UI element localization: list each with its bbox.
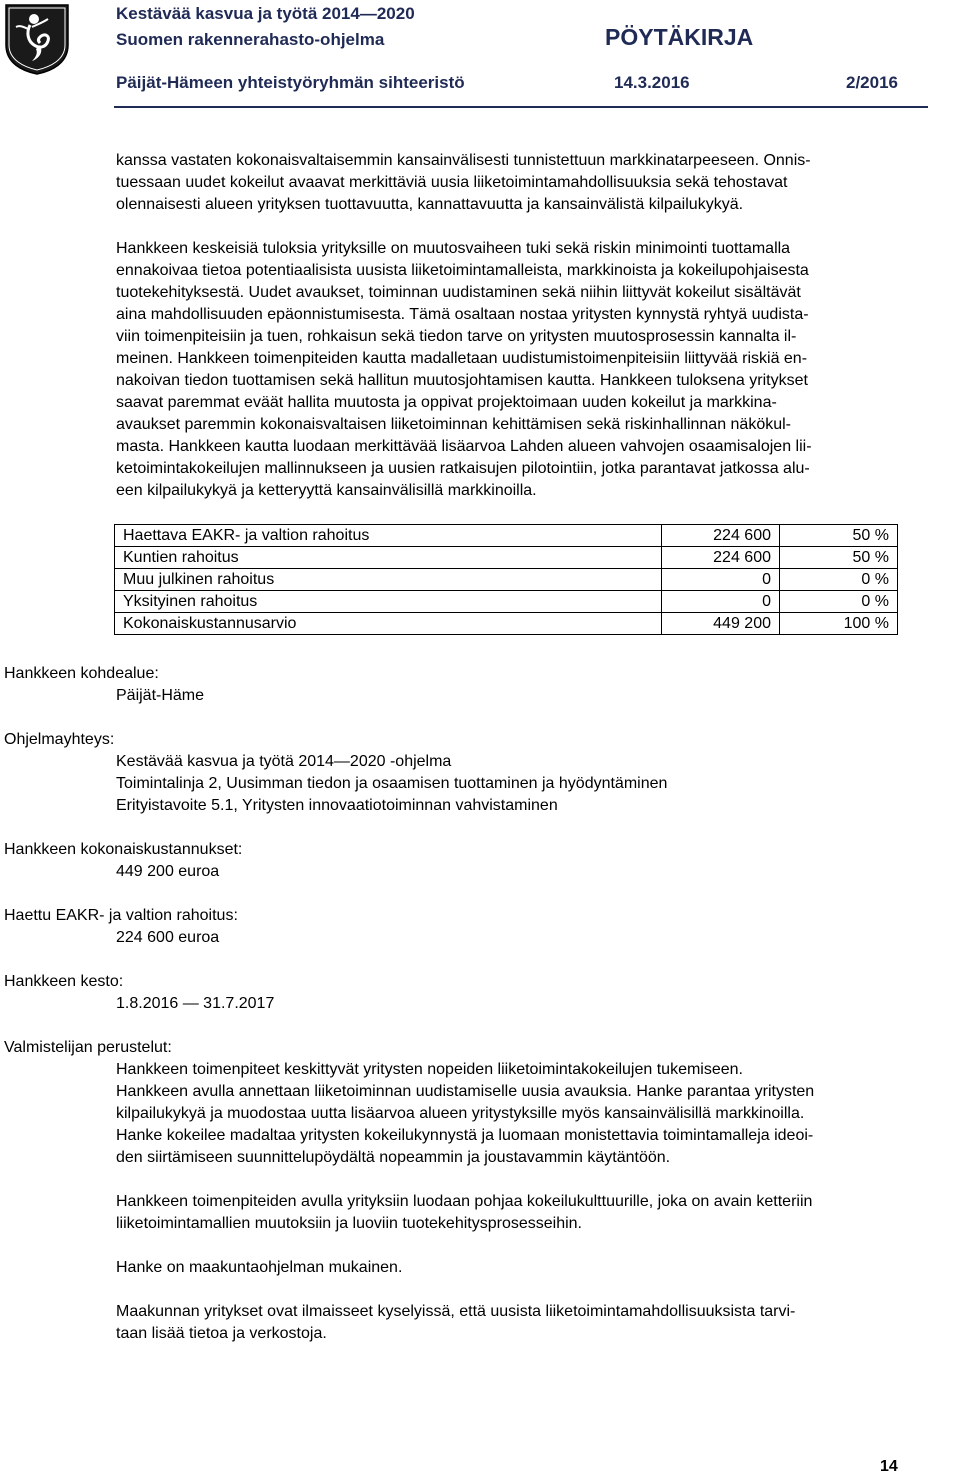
header-divider <box>114 106 928 108</box>
program-line: Erityistavoite 5.1, Yritysten innovaatiotoiminnan vahvistaminen <box>116 797 558 814</box>
duration-label: Hankkeen kesto: <box>4 973 124 990</box>
program-subtitle: Suomen rakennerahasto-ohjelma <box>116 30 385 49</box>
organization-name: Päijät-Hämeen yhteistyöryhmän sihteeristö <box>116 73 465 92</box>
program-line: Kestävää kasvua ja työtä 2014—2020 -ohjelma <box>116 753 452 770</box>
rationale-paragraph-4: Maakunnan yritykset ovat ilmaisseet kyselyissä, että uusista liiketoimintamahdollisuuksista tarvi- taan lisää tietoa ja verkostoja. <box>116 1303 796 1342</box>
table-row <box>115 613 898 635</box>
target-area-label: Hankkeen kohdealue: <box>4 665 159 682</box>
funding-label: Haettava EAKR- ja valtion rahoitus <box>115 525 662 547</box>
funding-table <box>114 524 898 635</box>
total-cost-value: 449 200 euroa <box>116 863 220 880</box>
rationale-label: Valmistelijan perustelut: <box>4 1039 172 1056</box>
funding-percent: 0 % <box>780 591 898 613</box>
document-number: 2/2016 <box>846 73 898 92</box>
funding-percent: 50 % <box>780 547 898 569</box>
funding-label: Kuntien rahoitus <box>115 547 662 569</box>
rationale-paragraph-3: Hanke on maakuntaohjelman mukainen. <box>116 1259 403 1276</box>
applied-funding-label: Haettu EAKR- ja valtion rahoitus: <box>4 907 238 924</box>
rationale-paragraph-1: Hankkeen toimenpiteet keskittyvät yritysten nopeiden liiketoimintakokeilujen tukemiseen. Hankkeen avulla annettaan liiketoiminnan uudistamiselle uusia avauksia. Hanke parantaa yritysten kilpailukykyä ja muodostaa uutta lisäarvoa alueen yritystyksille myös kansainvälisillä markkinoilla. Hanke kokeilee madaltaa yritysten kokeilukynnystä ja luomaan monistettavia toimintamalleja ideoi- den siirtämiseen suunnittelupöydältä nopeammin ja joustavammin käytäntöön. <box>116 1061 815 1166</box>
funding-amount: 449 200 <box>662 613 780 635</box>
document-date: 14.3.2016 <box>614 73 690 92</box>
program-name: Kestävää kasvua ja työtä 2014—2020 <box>116 4 415 23</box>
body-paragraph-1: kanssa vastaten kokonaisvaltaisemmin kansainvälisesti tunnistettuun markkinatarpeeseen. Onnis- tuessaan uudet kokeilut avaavat merkittäviä uusia liiketoimintamahdollisuuksia sekä tehostavat olennaisesti alueen yrityksen tuottavuutta, kannattavuutta ja kansainvälistä kilpailukykyä. <box>116 152 811 213</box>
funding-amount: 0 <box>662 591 780 613</box>
body-paragraph-2: Hankkeen keskeisiä tuloksia yrityksille on muutosvaiheen tuki sekä riskin minimointi tuottamalla ennakoivaa tietoa potentiaalisista uusista liiketoimintamalleista, markkinoista ja kokeilupohjaisesta tuotekehityksestä. Uudet avaukset, toiminnan uudistaminen sekä niihin liittyvät kokeilut sisältävät aina mahdollisuuden epäonnistumisesta. Tämä osaltaan nostaa yritysten kynnystä ryhtyä uudista- viin toimenpiteisiin ja tuen, rohkaisun sekä tiedon tarve on yritysten muutosprosessin kannalta il- meinen. Hankkeen toimenpiteiden kautta madalletaan uudistumistoimenpiteisiin liittyvää riskiä en- nakoivan tiedon tuottamisen sekä hallitun muutosjohtamisen kautta. Hankkeen tuloksena yritykset saavat paremmat eväät hallita muutosta ja oppivat projektoimaan uuden kokeilut ja markkina- avaukset paremmin kokonaisvaltaisen liiketoiminnan kehittämisen sekä riskinhallinnan näkökul- masta. Hankkeen kautta luodaan merkittävää lisäarvoa Lahden alueen vahvojen osaamisalojen lii- ketoimintakokeilujen mallinnukseen ja uusien ratkaisujen pilotointiin, jotka parantavat jatkossa alu- een kilpailukykyä ja ketteryyttä kansainvälisillä markkinoilla. <box>116 240 812 499</box>
target-area-value: Päijät-Häme <box>116 687 205 704</box>
table-row <box>115 591 898 613</box>
duration-value: 1.8.2016 — 31.7.2017 <box>116 995 275 1012</box>
coat-of-arms-logo <box>4 3 70 75</box>
table-row <box>115 547 898 569</box>
funding-label: Muu julkinen rahoitus <box>115 569 662 591</box>
rationale-paragraph-2: Hankkeen toimenpiteiden avulla yrityksiin luodaan pohjaa kokeilukulttuurille, joka on avain ketteriin liiketoimintamallien muutoksiin ja luoviin tuotekehitysprosesseihin. <box>116 1193 813 1232</box>
funding-percent: 0 % <box>780 569 898 591</box>
funding-amount: 224 600 <box>662 525 780 547</box>
document-type: PÖYTÄKIRJA <box>605 24 754 50</box>
page-number: 14 <box>880 1458 898 1475</box>
document-header <box>0 0 960 110</box>
total-cost-label: Hankkeen kokonaiskustannukset: <box>4 841 243 858</box>
funding-percent: 50 % <box>780 525 898 547</box>
funding-amount: 0 <box>662 569 780 591</box>
funding-label: Kokonaiskustannusarvio <box>115 613 662 635</box>
program-line: Toimintalinja 2, Uusimman tiedon ja osaamisen tuottaminen ja hyödyntäminen <box>116 775 668 792</box>
program-label: Ohjelmayhteys: <box>4 731 115 748</box>
funding-label: Yksityinen rahoitus <box>115 591 662 613</box>
funding-percent: 100 % <box>780 613 898 635</box>
funding-amount: 224 600 <box>662 547 780 569</box>
table-row <box>115 525 898 547</box>
applied-funding-value: 224 600 euroa <box>116 929 220 946</box>
table-row <box>115 569 898 591</box>
